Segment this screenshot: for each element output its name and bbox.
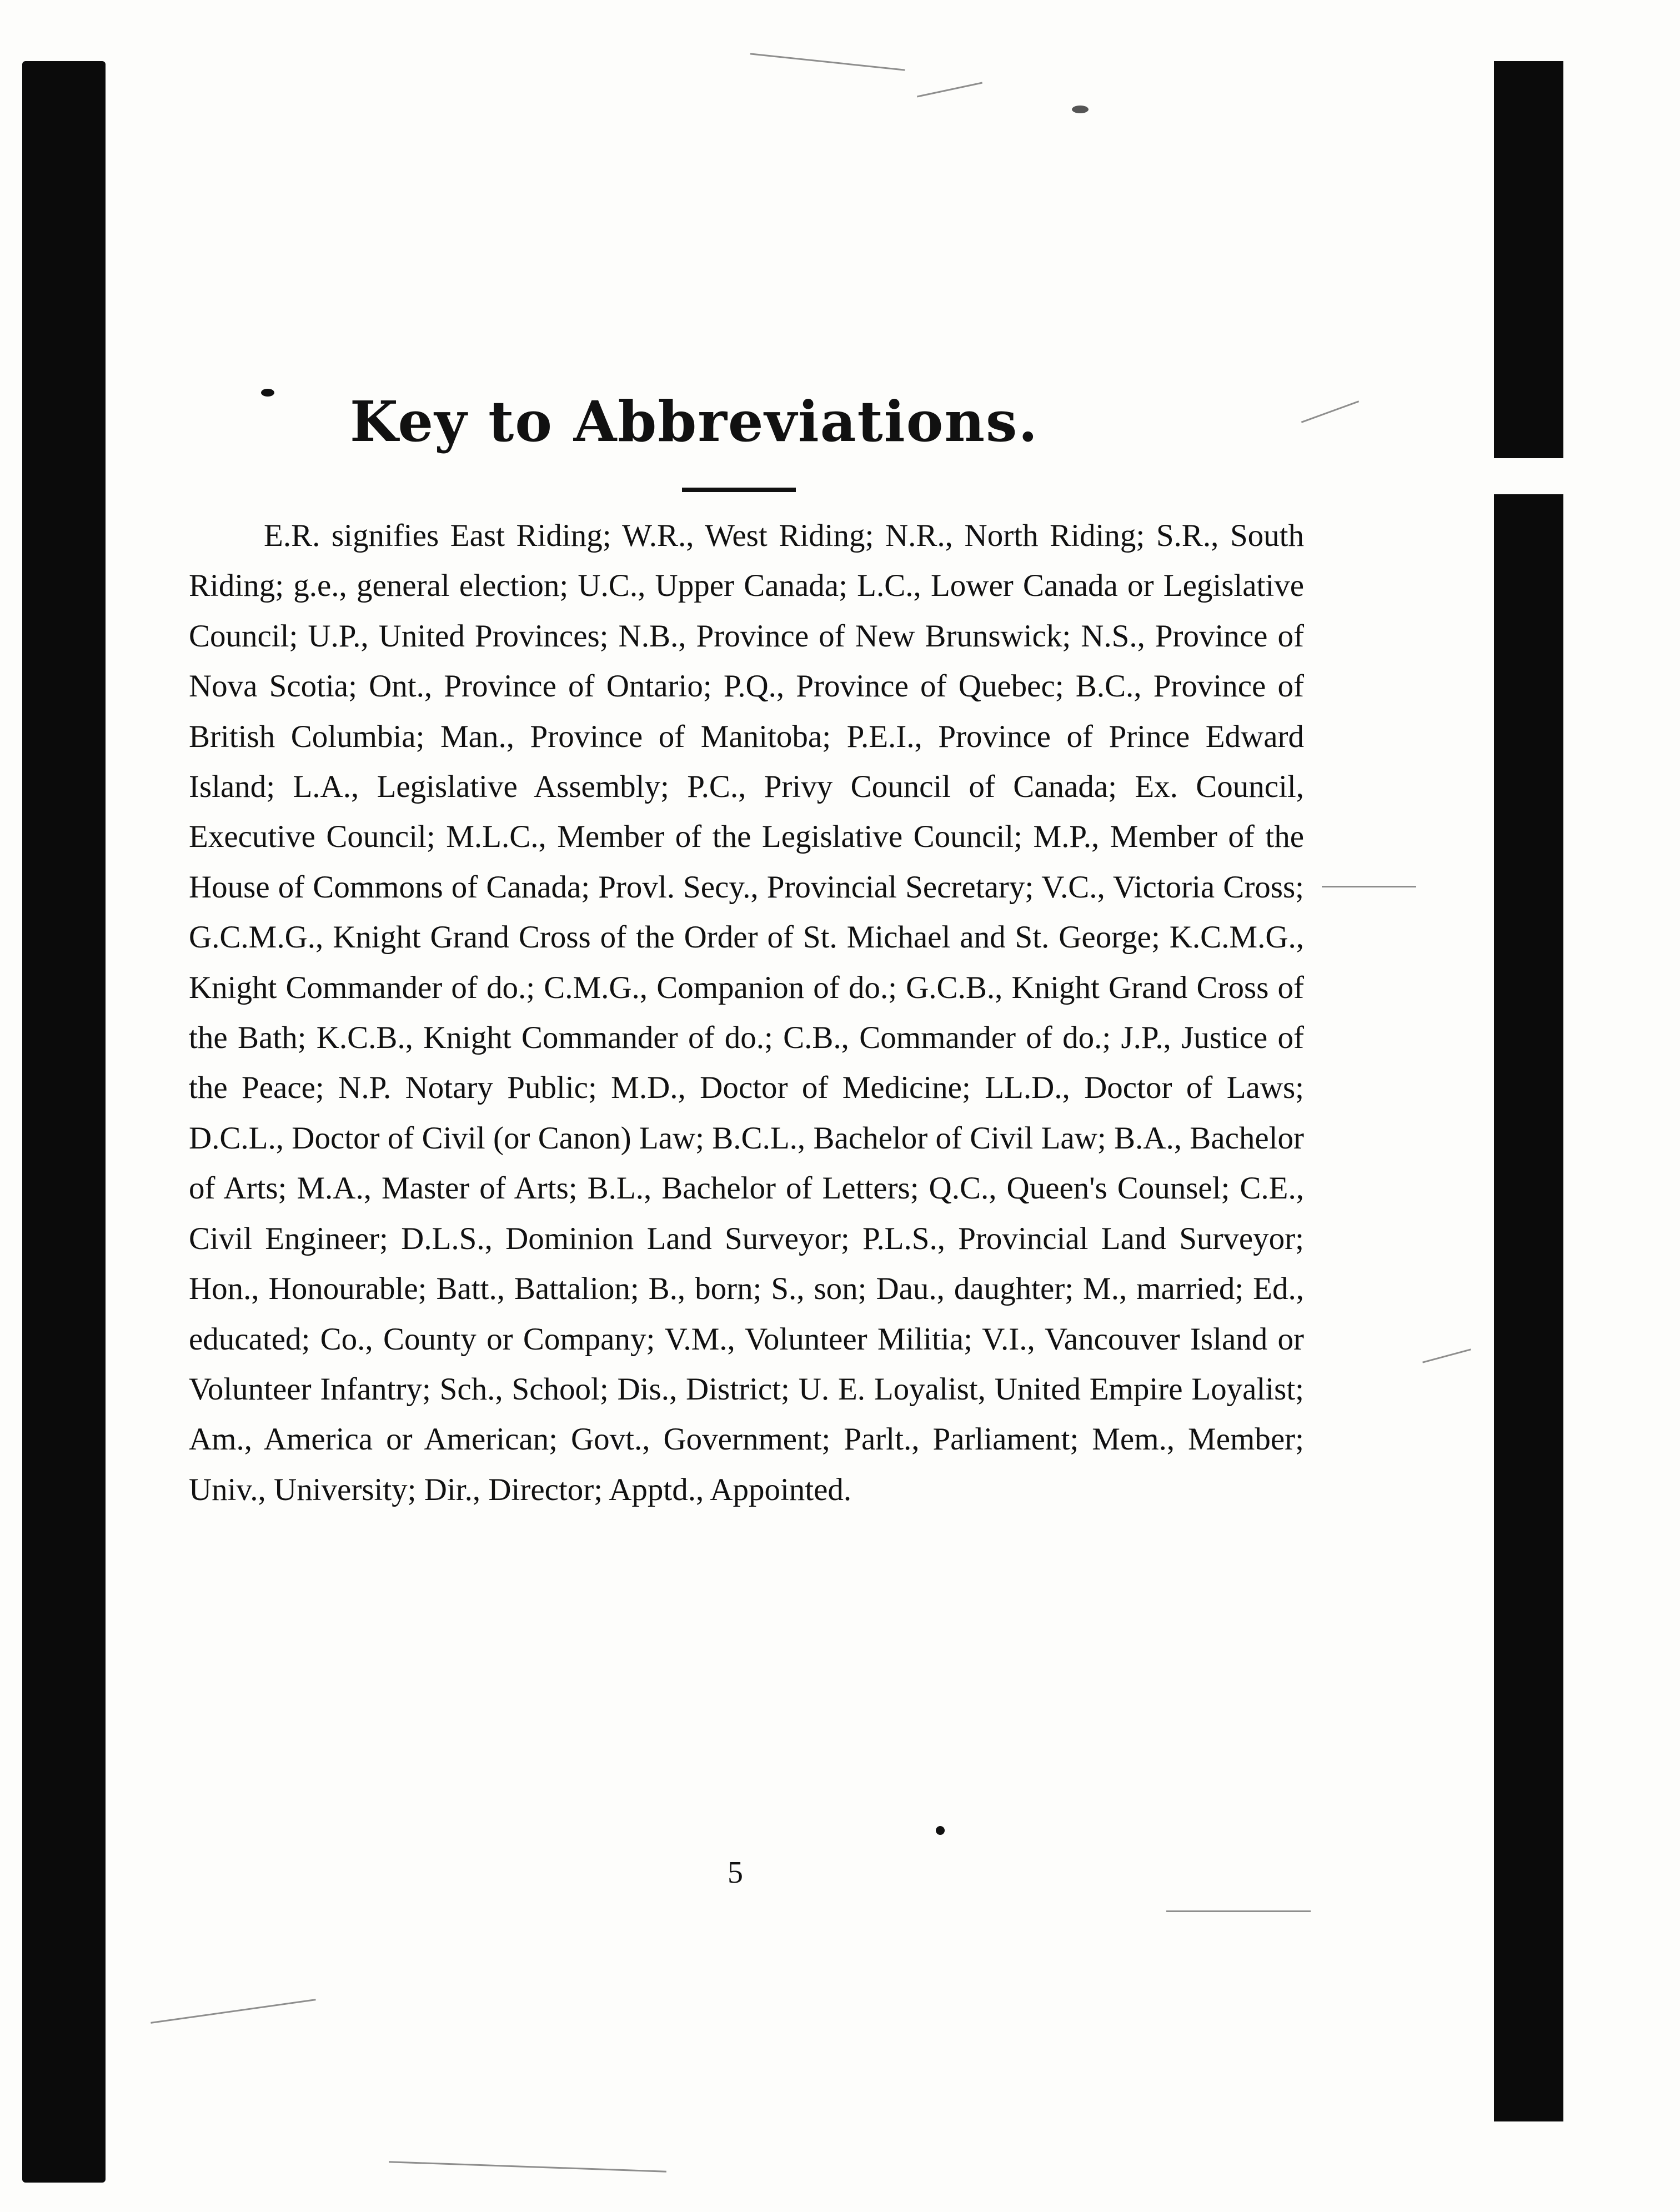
abbreviations-paragraph: E.R. signifies East Riding; W.R., West Riding; N.R., North Riding; S.R., South Riding; g.e., general election; U.C., Upper Canada; L.C., Lower Canada or Legislative Council; U.P., United Provinces; N.B., Province of New Brunswick; N.S., Province of Nova Scotia; Ont., Province of Ontario; P.Q., Province of Quebec; B.C., Province of British Columbia; Man., Province of Manitoba; P.E.I., Province of Prince Edward Island; L.A., Legislative Assembly; P.C., Privy Council of Canada; Ex. Council, Executive Council; M.L.C., Member of the Legislative Council; M.P., Member of the House of Commons of Canada; Provl. Secy., Provincial Secretary; V.C., Victoria Cross; G.C.M.G., Knight Grand Cross of the Order of St. Michael and St. George; K.C.M.G., Knight Commander of do.; C.M.G., Companion of do.; G.C.B., Knight Grand Cross of the Bath; K.C.B., Knight Commander of do.; C.B., Commander of do.; J.P., Justice of the Peace; N.P. Notary Public; M.D., Doctor of Medicine; LL.D., Doctor of Laws; D.C.L., Doctor of Civil (or Canon) Law; B.C.L., Bachelor of Civil Law; B.A., Bachelor of Arts; M.A., Master of Arts; B.L., Bachelor of Letters; Q.C., Queen's Counsel; C.E., Civil Engineer; D.L.S., Dominion Land Surveyor; P.L.S., Provincial Land Surveyor; Hon., Honourable; Batt., Battalion; B., born; S., son; Dau., daughter; M., married; Ed., educated; Co., County or Company; V.M., Volunteer Militia; V.I., Vancouver Island or Volunteer Infantry; Sch., School; Dis., District; U. E. Loyalist, United Empire Loyalist; Am., America or American; Govt., Government; Parlt., Parliament; Mem., Member; Univ., University; Dir., Director; Apptd., Appointed. [189, 518, 1304, 1507]
scan-smudge [151, 1999, 315, 2024]
title-rule [682, 488, 796, 492]
scan-smudge [750, 53, 905, 71]
page-number: 5 [728, 1855, 743, 1890]
scan-smudge [1422, 1348, 1471, 1363]
scan-smudge [1322, 886, 1416, 887]
scan-smudge [917, 82, 982, 98]
scan-smudge [1166, 1910, 1311, 1912]
left-binding-edge [22, 61, 106, 2183]
right-binding-edge-bottom [1494, 494, 1563, 2121]
right-binding-edge-top [1494, 61, 1563, 458]
ink-speck [936, 1826, 945, 1835]
ink-speck [1072, 106, 1089, 113]
scan-smudge [389, 2161, 666, 2172]
page-title: Key to Abbreviations. [349, 389, 1039, 454]
ink-speck [261, 389, 274, 397]
